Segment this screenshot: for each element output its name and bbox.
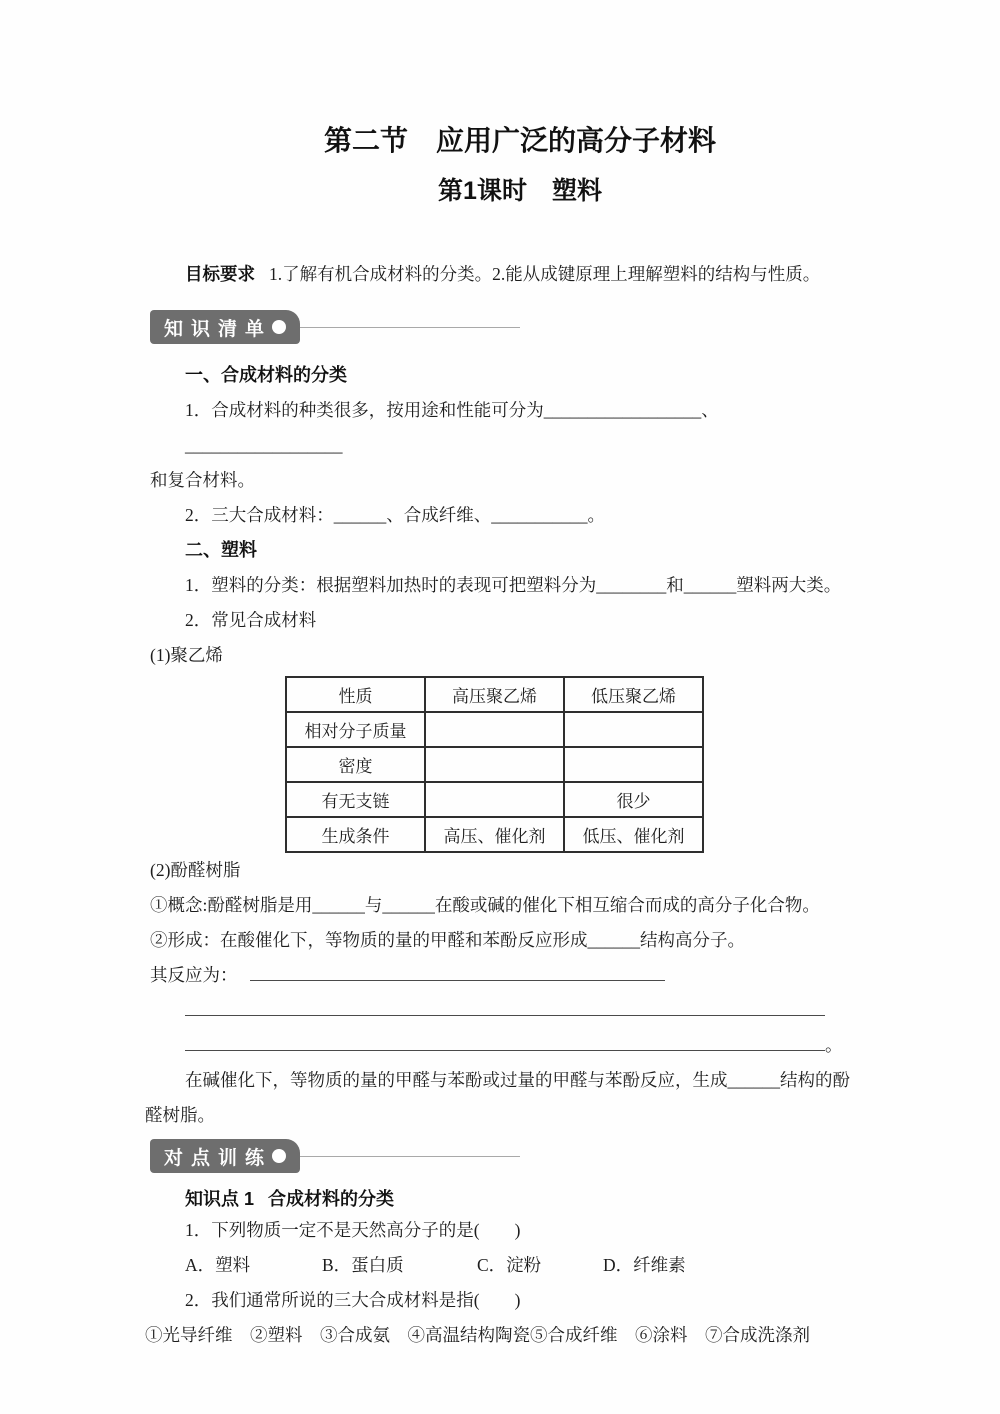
concept-line: ①概念:酚醛树脂是用______与______在酸或碱的催化下相互缩合而成的高分子化合物。 xyxy=(150,895,820,915)
table-cell-label: 相对分子质量 xyxy=(286,712,425,747)
table-header-row xyxy=(286,677,703,712)
table-cell-label: 密度 xyxy=(286,747,425,782)
reaction-label: 其反应为： xyxy=(150,965,238,985)
badge-dot-icon xyxy=(272,320,286,334)
table-row-branching xyxy=(286,782,703,817)
table-cell-value: 低压、催化剂 xyxy=(564,817,703,852)
question-2: 2．我们通常所说的三大合成材料是指( ) xyxy=(185,1290,521,1310)
objective-label: 目标要求 xyxy=(185,264,255,284)
common-materials-line: 2．常见合成材料 xyxy=(185,610,317,630)
table-cell-label: 有无支链 xyxy=(286,782,425,817)
table-row-conditions xyxy=(286,817,703,852)
page-content xyxy=(0,260,1000,1353)
item-three-materials: 2．三大合成材料：______、合成纤维、___________。 xyxy=(185,505,605,525)
phenolic-resin-label: (2)酚醛树脂 xyxy=(150,860,241,880)
table-header-high-pressure: 高压聚乙烯 xyxy=(425,677,564,712)
answer-blank-line-2 xyxy=(150,1028,858,1063)
blank-line-period: 。 xyxy=(825,1035,843,1055)
table-cell-blank xyxy=(425,747,564,782)
practice-badge xyxy=(150,1139,300,1173)
practice-badge-label: 对点训练 xyxy=(164,1147,273,1169)
option-a: A．塑料 xyxy=(185,1255,251,1275)
objective-text: 1.了解有机合成材料的分类。2.能从成键原理上理解塑料的结构与性质。 xyxy=(269,264,821,284)
page-title: 第二节 应用广泛的高分子材料 xyxy=(323,125,716,156)
question-1: 1．下列物质一定不是天然高分子的是( ) xyxy=(185,1220,521,1240)
polyethylene-label: (1)聚乙烯 xyxy=(150,645,223,665)
answer-blank-rule xyxy=(185,1037,825,1051)
lesson-title: 第1课时 塑料 xyxy=(438,177,602,205)
table-cell-value: 高压、催化剂 xyxy=(425,817,564,852)
formation-line: ②形成：在酸催化下，等物质的量的甲醛和苯酚反应形成______结构高分子。 xyxy=(150,930,745,950)
reaction-line xyxy=(150,958,858,993)
base-catalysis-line1: 在碱催化下，等物质的量的甲醛与苯酚或过量的甲醛与苯酚反应，生成______结构的酚 xyxy=(185,1070,850,1090)
table-header-property: 性质 xyxy=(286,677,425,712)
option-b: B．蛋白质 xyxy=(322,1255,404,1275)
table-cell-blank xyxy=(564,712,703,747)
table-cell-label: 生成条件 xyxy=(286,817,425,852)
knowledge-section-header xyxy=(150,310,858,344)
reaction-answer-blank xyxy=(250,967,665,981)
badge-rule-line xyxy=(300,327,520,328)
knowledge-point-title: 合成材料的分类 xyxy=(268,1189,395,1209)
table-cell-blank xyxy=(425,782,564,817)
question-1-options xyxy=(150,1248,858,1283)
table-row-molecular-mass xyxy=(286,712,703,747)
answer-blank-rule xyxy=(185,1002,825,1016)
table-row-density xyxy=(286,747,703,782)
question-2-items: ①光导纤维 ②塑料 ③合成氨 ④高温结构陶瓷⑤合成纤维 ⑥涂料 ⑦合成洗涤剂 xyxy=(145,1325,810,1345)
objective-line xyxy=(150,260,858,288)
badge-rule-line xyxy=(300,1156,520,1157)
option-c: C．淀粉 xyxy=(477,1255,542,1275)
base-catalysis-line2: 醛树脂。 xyxy=(145,1105,215,1125)
practice-section-header xyxy=(150,1139,858,1173)
answer-blank-line-1 xyxy=(150,993,858,1028)
heading-plastics: 二、塑料 xyxy=(185,540,257,560)
table-cell-value: 很少 xyxy=(564,782,703,817)
knowledge-point-label: 知识点 1 xyxy=(185,1189,255,1209)
item-classification-line1: 1．合成材料的种类很多，按用途和性能可分为__________________、__________________ xyxy=(185,400,719,455)
title-block xyxy=(0,0,1000,208)
plastic-classification-line: 1．塑料的分类：根据塑料加热时的表现可把塑料分为________和______塑料两大类。 xyxy=(185,575,842,595)
knowledge-badge-label: 知识清单 xyxy=(164,318,273,340)
knowledge-badge xyxy=(150,310,300,344)
table-cell-blank xyxy=(425,712,564,747)
table-cell-blank xyxy=(564,747,703,782)
item-classification-line2: 和复合材料。 xyxy=(150,470,255,490)
heading-classification: 一、合成材料的分类 xyxy=(185,365,347,385)
option-d: D．纤维素 xyxy=(603,1255,686,1275)
polyethylene-table xyxy=(285,676,704,853)
badge-dot-icon xyxy=(272,1149,286,1163)
table-header-low-pressure: 低压聚乙烯 xyxy=(564,677,703,712)
knowledge-point-line xyxy=(150,1185,858,1213)
